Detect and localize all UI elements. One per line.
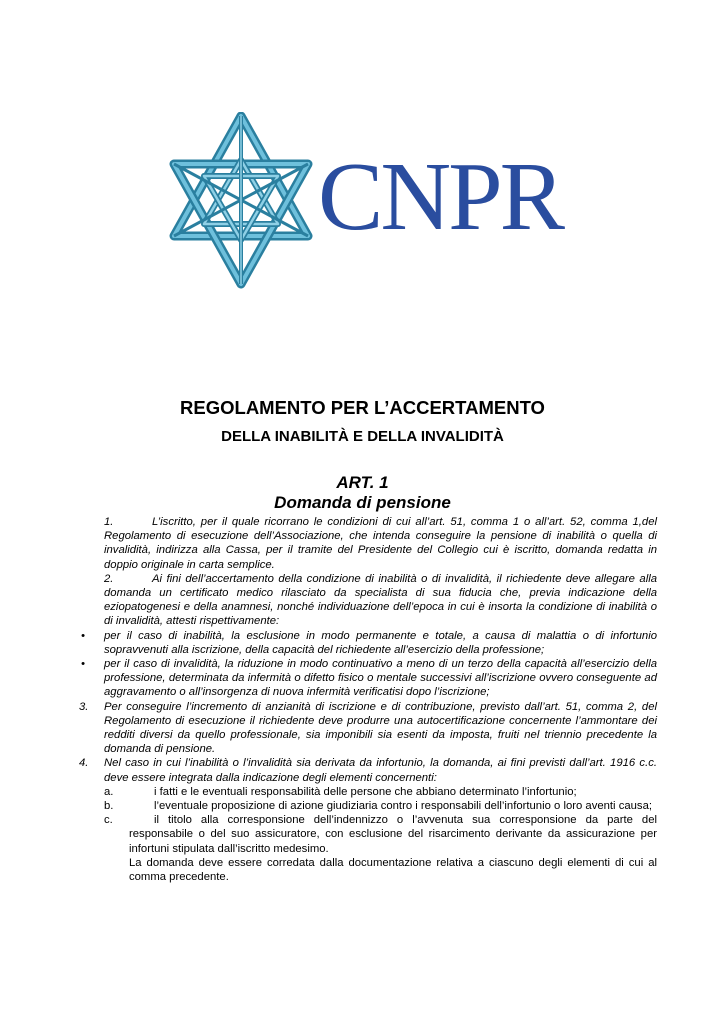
- paragraph-number: 2.: [104, 572, 114, 585]
- paragraph-number: 4.: [79, 757, 89, 770]
- list-item: [79, 629, 657, 657]
- paragraph-4: [79, 756, 657, 784]
- paragraph-text: L’iscritto, per il quale ricorrano le condizioni di cui all’art. 51, comma 1 o all’art. 52, comma 1,del Regolamento di esecuzione dell’Associazione, che intenda conseguire la pensione di inabilità o quella di invalidità, indirizza alla Cassa, per il tramite del Presidente del Collegio cui è iscritto, domanda redatta in doppio originale in carta semplice.: [104, 516, 657, 571]
- paragraph-2: [79, 572, 657, 629]
- bullet-icon: •: [81, 658, 85, 671]
- paragraph-text: Ai fini dell’accertamento della condizione di inabilità o di invalidità, il richiedente deve allegare alla domanda un certificato medico rilasciato da specialista di sua fiducia che, previa indicazione della eziopatogenesi e della anamnesi, nonché individuazione dell’epoca in cui è insorta la condizione di inabilità o di invalidità, attesti rispettivamente:: [104, 572, 657, 628]
- list-item-text: per il caso di invalidità, la riduzione in modo continuativo a meno di un terzo della capacità all’esercizio della professione, determinata da infermità o difetto fisico o mentale successivi all’iscrizione ovvero conseguente ad aggravamento o all’insorgenza di nuova infermità verificatisi dopo l’iscrizione;: [104, 658, 657, 699]
- sub-item-text: il titolo alla corresponsione dell’indennizzo o l’avvenuta sua corresponsione da parte del responsabile o del suo assicuratore, con esclusione del risarcimento derivante da assicurazione per infortuni stipulata dall’iscritto medesimo.: [129, 814, 657, 855]
- paragraph-number: 3.: [79, 700, 89, 713]
- list-item-text: per il caso di inabilità, la esclusione in modo permanente e totale, a causa di malattia o di infortunio sopravvenuti alla iscrizione, della capacità del richiedente all’esercizio della professione;: [104, 629, 657, 656]
- paragraph-text: Nel caso in cui l’inabilità o l’invalidità sia derivata da infortunio, la domanda, ai fini previsti dall’art. 1916 c.c. deve essere integrata dalla indicazione degli elementi concernenti:: [104, 757, 657, 784]
- paragraph-3: [79, 700, 657, 757]
- sub-item-c: [79, 813, 657, 856]
- sub-item-b: [79, 799, 657, 813]
- document-subtitle: DELLA INABILITÀ E DELLA INVALIDITÀ: [221, 428, 504, 445]
- closing-paragraph: La domanda deve essere corredata dalla documentazione relativa a ciascuno degli elementi di cui al comma precedente.: [129, 856, 657, 884]
- sub-item-text: l’eventuale proposizione di azione giudiziaria contro i responsabili dell’infortunio o loro aventi causa;: [154, 800, 652, 813]
- article-body: [79, 515, 657, 884]
- list-item: [79, 657, 657, 700]
- sub-item-marker: b.: [104, 800, 114, 813]
- sub-item-marker: c.: [104, 814, 113, 827]
- paragraph-text: Per conseguire l’incremento di anzianità di iscrizione e di contribuzione, previsto dall’art. 51, comma 2, del Regolamento di esecuzione il richiedente deve produrre una autocertificazione concernente l’ammontare dei redditi diversi da quello professionale, sia imponibili sia esenti da imposta, fruiti nel triennio precedente la domanda di pensione.: [104, 700, 657, 756]
- article-heading: Domanda di pensione: [274, 493, 451, 512]
- document-title: REGOLAMENTO PER L’ACCERTAMENTO: [180, 397, 545, 418]
- paragraph-number: 1.: [104, 516, 114, 528]
- sub-item-a: [79, 785, 657, 799]
- sub-item-marker: a.: [104, 785, 114, 798]
- sub-item-text: i fatti e le eventuali responsabilità delle persone che abbiano determinato l’infortunio;: [154, 785, 577, 798]
- bullet-icon: •: [81, 629, 85, 642]
- logo-text: CNPR: [318, 143, 563, 251]
- paragraph-1: [79, 515, 657, 572]
- article-number: ART. 1: [336, 473, 389, 492]
- star-of-david-icon: [166, 112, 316, 290]
